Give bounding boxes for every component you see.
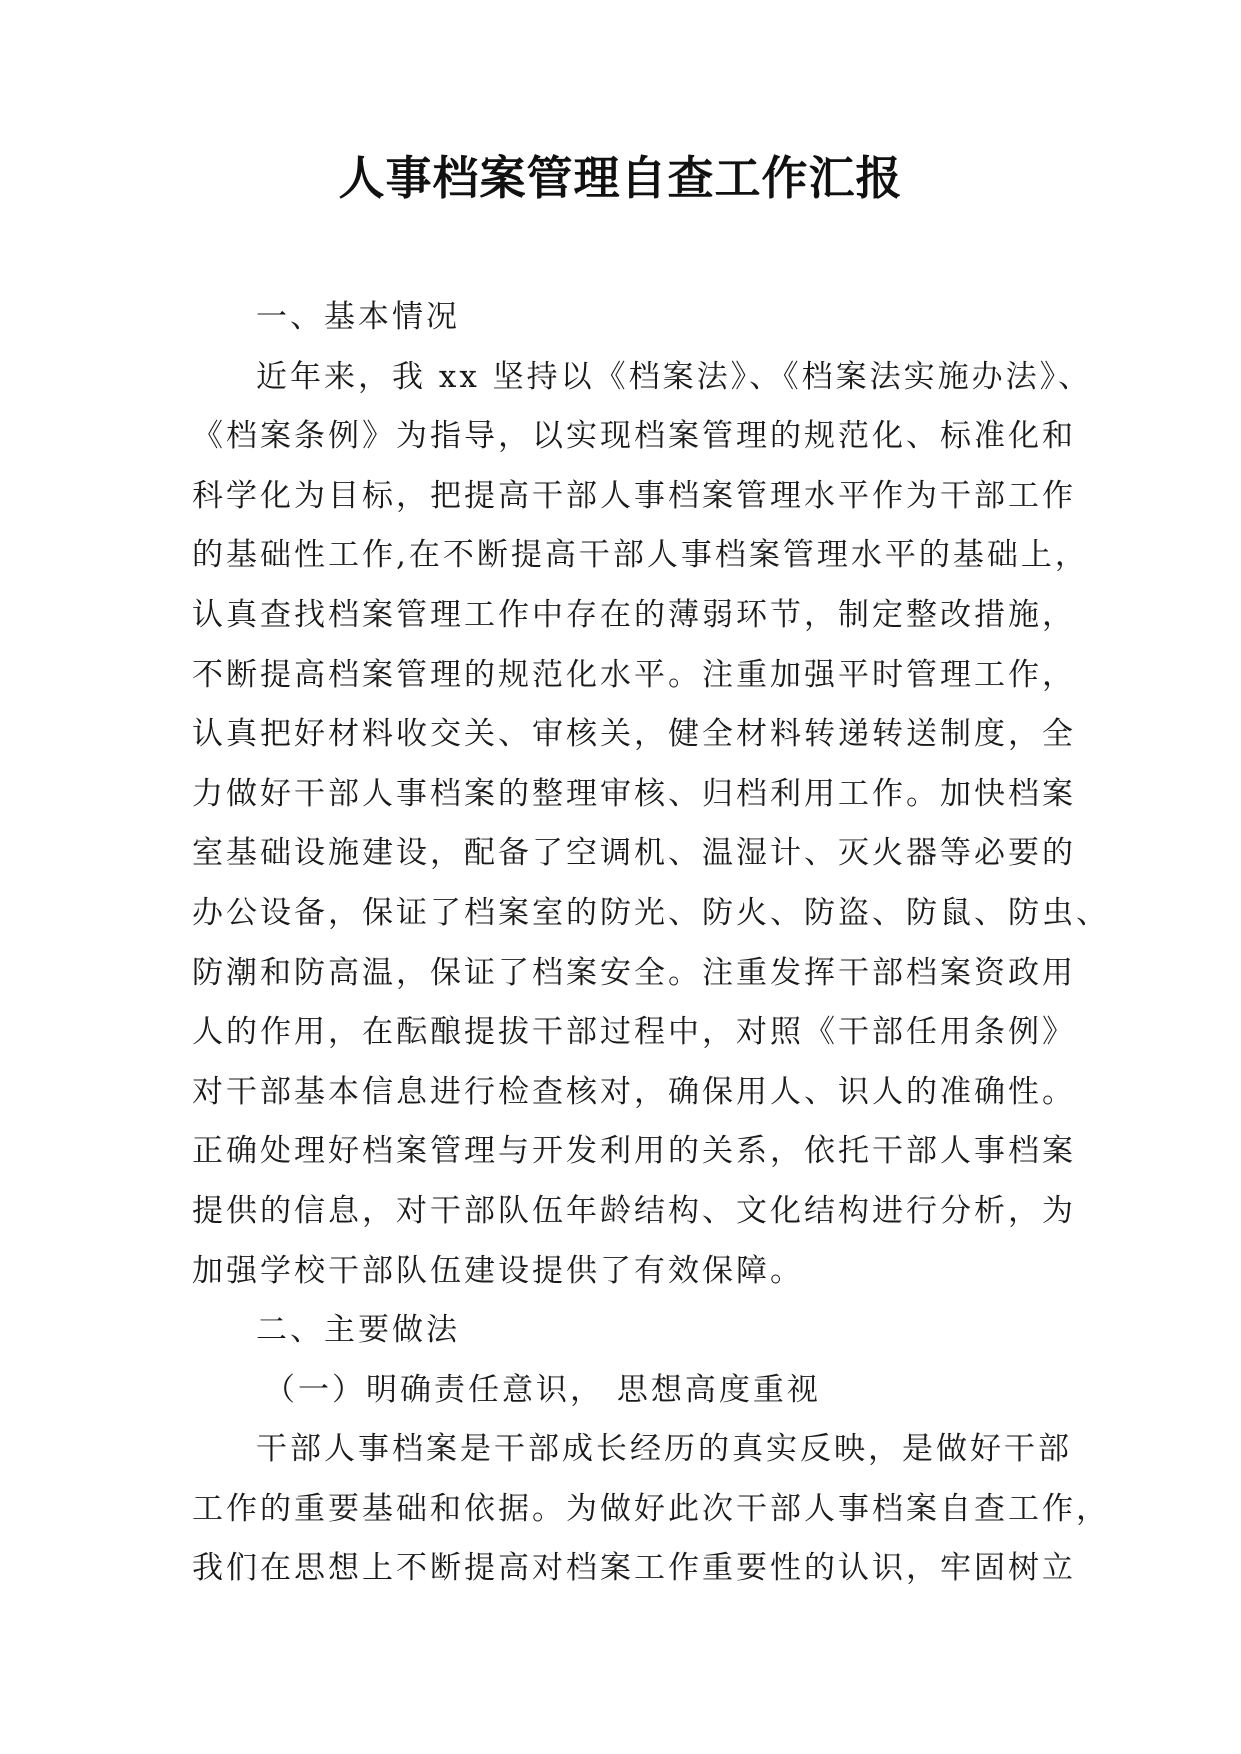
paragraph-line: 的基础性工作,在不断提高干部人事档案管理水平的基础上， [192, 537, 1089, 574]
subsection-heading: （一）明确责任意识， 思想高度重视 [264, 1371, 821, 1408]
paragraph-line: 我们在思想上不断提高对档案工作重要性的认识，牢固树立 [192, 1550, 1076, 1587]
paragraph-line: 正确处理好档案管理与开发利用的关系，依托干部人事档案 [192, 1133, 1076, 1170]
paragraph-line: 近年来，我 xx 坚持以《档案法》、《档案法实施办法》、 [256, 358, 1093, 395]
paragraph-line: 不断提高档案管理的规范化水平。注重加强平时管理工作， [192, 656, 1076, 693]
paragraph-line: 室基础设施建设，配备了空调机、温湿计、灭火器等必要的 [192, 835, 1076, 872]
paragraph-line: 力做好干部人事档案的整理审核、归档利用工作。加快档案 [192, 775, 1076, 812]
section-heading-basic: 一、基本情况 [256, 299, 460, 335]
document-body [192, 288, 1110, 1599]
section-heading-methods: 二、主要做法 [256, 1312, 460, 1349]
paragraph-line: 防潮和防高温，保证了档案安全。注重发挥干部档案资政用 [192, 954, 1076, 991]
paragraph-line: 干部人事档案是干部成长经历的真实反映，是做好干部 [256, 1431, 1072, 1468]
paragraph-line: 认真把好材料收交关、审核关，健全材料转递转送制度，全 [192, 716, 1076, 753]
paragraph-line: 《档案条例》为指导，以实现档案管理的规范化、标准化和 [192, 418, 1076, 455]
paragraph-line: 加强学校干部队伍建设提供了有效保障。 [192, 1252, 804, 1289]
paragraph-line: 提供的信息，对干部队伍年龄结构、文化结构进行分析，为 [192, 1192, 1076, 1229]
paragraph-line: 办公设备，保证了档案室的防光、防火、防盗、防鼠、防虫、 [192, 894, 1110, 931]
paragraph-line: 对干部基本信息进行检查核对，确保用人、识人的准确性。 [192, 1073, 1076, 1110]
document-title: 人事档案管理自查工作汇报 [338, 151, 903, 205]
paragraph-line: 科学化为目标，把提高干部人事档案管理水平作为干部工作 [192, 477, 1076, 514]
paragraph-line: 工作的重要基础和依据。为做好此次干部人事档案自查工作， [192, 1490, 1110, 1527]
paragraph-line: 人的作用，在酝酿提拔干部过程中，对照《干部任用条例》 [192, 1014, 1076, 1051]
paragraph-line: 认真查找档案管理工作中存在的薄弱环节，制定整改措施， [192, 596, 1076, 633]
